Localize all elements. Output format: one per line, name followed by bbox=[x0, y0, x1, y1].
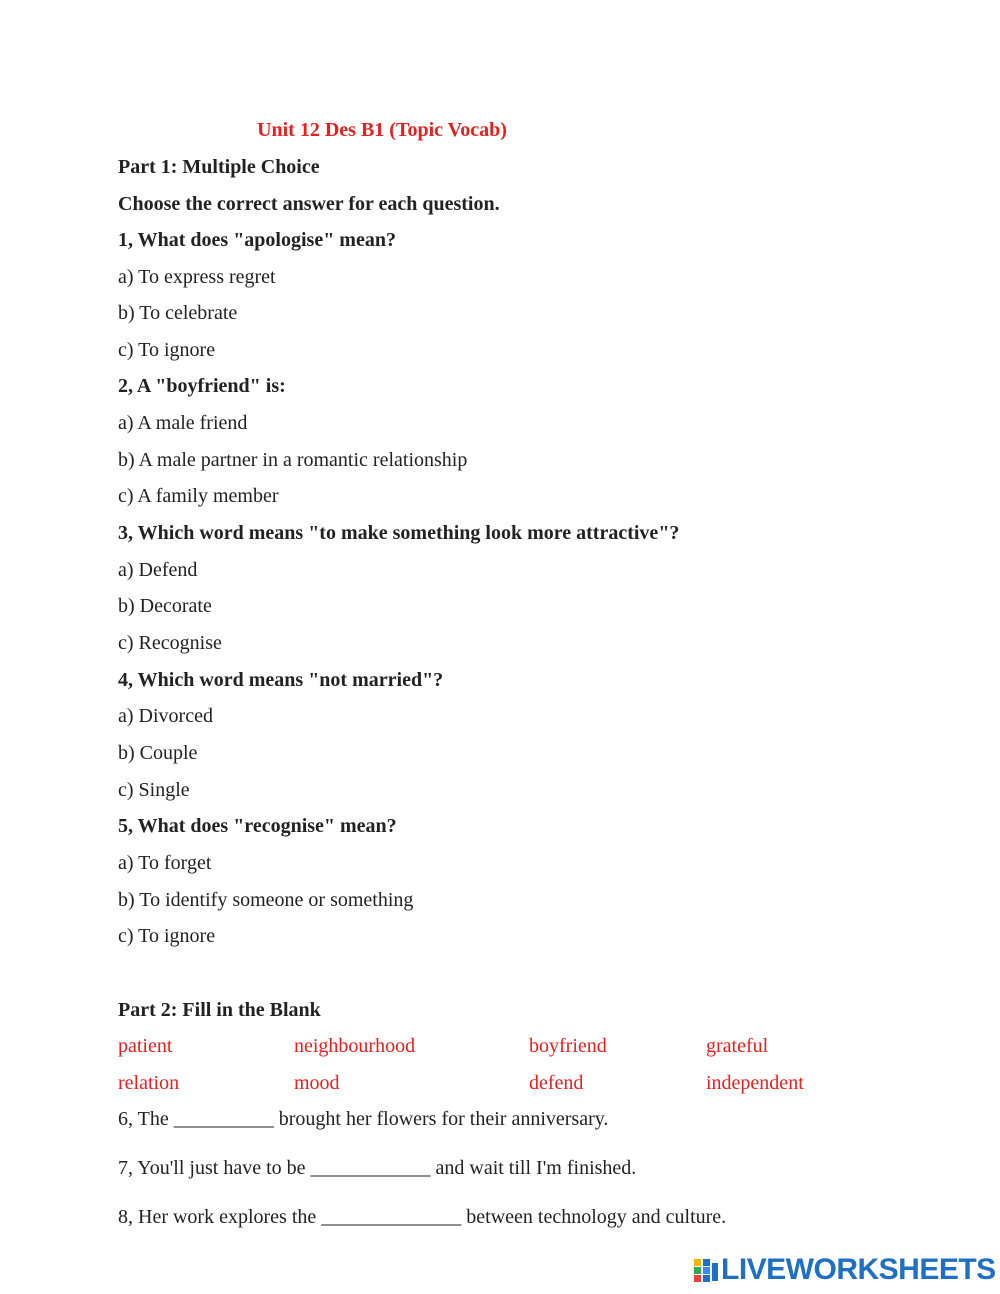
part2-heading: Part 2: Fill in the Blank bbox=[118, 999, 321, 1021]
option-2c[interactable]: c) A family member bbox=[118, 485, 279, 507]
question-4: 4, Which word means "not married"? bbox=[118, 669, 444, 691]
liveworksheets-logo-icon bbox=[693, 1257, 719, 1283]
option-1a[interactable]: a) To express regret bbox=[118, 266, 276, 288]
word-bank-item: mood bbox=[294, 1072, 340, 1094]
option-3c[interactable]: c) Recognise bbox=[118, 632, 222, 654]
word-bank-item: relation bbox=[118, 1072, 180, 1094]
word-bank-item: neighbourhood bbox=[294, 1035, 416, 1057]
option-2a[interactable]: a) A male friend bbox=[118, 412, 248, 434]
option-4b[interactable]: b) Couple bbox=[118, 742, 198, 764]
part1-heading: Part 1: Multiple Choice bbox=[118, 156, 320, 178]
word-bank-item: boyfriend bbox=[529, 1035, 607, 1057]
part1-instruction: Choose the correct answer for each question. bbox=[118, 193, 500, 215]
sentence-8[interactable]: 8, Her work explores the ______________ between technology and culture. bbox=[118, 1206, 727, 1228]
option-4c[interactable]: c) Single bbox=[118, 779, 190, 801]
question-3: 3, Which word means "to make something look more attractive"? bbox=[118, 522, 680, 544]
liveworksheets-logo bbox=[693, 1254, 996, 1286]
worksheet-title: Unit 12 Des B1 (Topic Vocab) bbox=[257, 119, 507, 141]
word-bank-item: independent bbox=[706, 1072, 804, 1094]
word-bank-item: grateful bbox=[706, 1035, 769, 1057]
option-4a[interactable]: a) Divorced bbox=[118, 705, 213, 727]
sentence-7[interactable]: 7, You'll just have to be ____________ and wait till I'm finished. bbox=[118, 1157, 637, 1179]
liveworksheets-logo-text: LIVEWORKSHEETS bbox=[721, 1253, 996, 1286]
option-5b[interactable]: b) To identify someone or something bbox=[118, 889, 414, 911]
question-5: 5, What does "recognise" mean? bbox=[118, 815, 397, 837]
sentence-6[interactable]: 6, The __________ brought her flowers for their anniversary. bbox=[118, 1108, 609, 1130]
option-1b[interactable]: b) To celebrate bbox=[118, 302, 238, 324]
option-3a[interactable]: a) Defend bbox=[118, 559, 198, 581]
word-bank-item: patient bbox=[118, 1035, 173, 1057]
option-5c[interactable]: c) To ignore bbox=[118, 925, 216, 947]
option-3b[interactable]: b) Decorate bbox=[118, 595, 212, 617]
option-5a[interactable]: a) To forget bbox=[118, 852, 212, 874]
question-2: 2, A "boyfriend" is: bbox=[118, 375, 286, 397]
word-bank-item: defend bbox=[529, 1072, 584, 1094]
question-1: 1, What does "apologise" mean? bbox=[118, 229, 396, 251]
option-2b[interactable]: b) A male partner in a romantic relationship bbox=[118, 449, 468, 471]
option-1c[interactable]: c) To ignore bbox=[118, 339, 216, 361]
